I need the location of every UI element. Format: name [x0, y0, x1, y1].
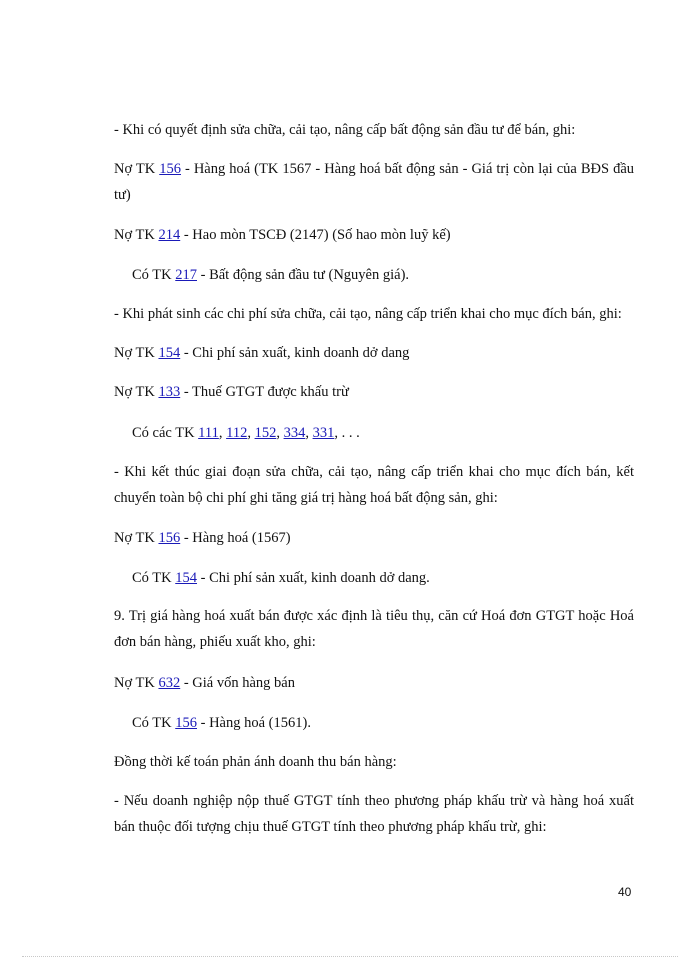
- entry-text: . . .: [341, 425, 360, 441]
- entry-credit-217: [132, 262, 652, 288]
- entry-text: - Hàng hoá (1561).: [197, 715, 311, 731]
- entry-prefix: Nợ TK: [114, 345, 159, 361]
- entry-text: - Hàng hoá (TK 1567 - Hàng hoá bất động sản - Giá trị còn lại của BĐS đầu tư): [114, 161, 634, 203]
- entry-prefix: Nợ TK: [114, 530, 159, 546]
- entry-debit-214: [114, 222, 634, 248]
- account-link-632[interactable]: 632: [158, 675, 181, 691]
- account-link-154[interactable]: 154: [175, 570, 197, 586]
- entry-credit-156-1561: [132, 710, 652, 736]
- paragraph-item-9: 9. Trị giá hàng hoá xuất bán được xác định là tiêu thụ, căn cứ Hoá đơn GTGT hoặc Hoá đơn bán hàng, phiếu xuất kho, ghi:: [114, 608, 634, 650]
- account-link-111[interactable]: 111: [198, 425, 219, 441]
- page-number: 40: [618, 885, 632, 899]
- account-link-112[interactable]: 112: [226, 425, 248, 441]
- separator: ,: [305, 425, 313, 441]
- paragraph-revenue: Đồng thời kế toán phản ánh doanh thu bán hàng:: [114, 754, 397, 770]
- account-link-133[interactable]: 133: [158, 384, 181, 400]
- entry-text: - Thuế GTGT được khấu trừ: [180, 384, 349, 400]
- account-link-154[interactable]: 154: [158, 345, 181, 361]
- entry-prefix: Có TK: [132, 570, 176, 586]
- entry-credit-various: [132, 420, 652, 446]
- page-bottom-rule: [22, 956, 678, 957]
- entry-debit-154: [114, 340, 634, 366]
- separator: ,: [334, 425, 342, 441]
- entry-text: - Hàng hoá (1567): [180, 530, 291, 546]
- account-link-156[interactable]: 156: [158, 530, 181, 546]
- separator: ,: [218, 425, 227, 441]
- entry-text: - Chi phí sản xuất, kinh doanh dở dang.: [197, 570, 430, 586]
- account-link-156[interactable]: 156: [159, 161, 181, 177]
- entry-prefix: Nợ TK: [114, 227, 159, 243]
- entry-text: - Chi phí sản xuất, kinh doanh dở dang: [180, 345, 410, 361]
- paragraph-transfer-costs: - Khi kết thúc giai đoạn sửa chữa, cải tạo, nâng cấp triển khai cho mục đích bán, kết chuyển toàn bộ chi phí ghi tăng giá trị hàng hoá bất động sản, ghi:: [114, 464, 634, 506]
- account-link-152[interactable]: 152: [254, 425, 277, 441]
- entry-debit-156: [114, 156, 634, 208]
- paragraph-vat-deduction: - Nếu doanh nghiệp nộp thuế GTGT tính theo phương pháp khấu trừ và hàng hoá xuất bán thuộc đối tượng chịu thuế GTGT tính theo phương pháp khấu trừ, ghi:: [114, 793, 634, 835]
- entry-text: - Giá vốn hàng bán: [180, 675, 295, 691]
- entry-prefix: Có các TK: [132, 425, 199, 441]
- separator: ,: [276, 425, 284, 441]
- account-link-214[interactable]: 214: [158, 227, 181, 243]
- entry-debit-632: [114, 670, 634, 696]
- entry-text: - Bất động sản đầu tư (Nguyên giá).: [197, 267, 410, 283]
- entry-text: - Hao mòn TSCĐ (2147) (Số hao mòn luỹ kế): [180, 227, 451, 243]
- entry-prefix: Có TK: [132, 715, 176, 731]
- account-link-331[interactable]: 331: [312, 425, 335, 441]
- entry-prefix: Có TK: [132, 267, 176, 283]
- entry-prefix: Nợ TK: [114, 675, 159, 691]
- paragraph-repair-costs: - Khi phát sinh các chi phí sửa chữa, cải tạo, nâng cấp triển khai cho mục đích bán, ghi:: [114, 306, 622, 322]
- account-link-156[interactable]: 156: [175, 715, 197, 731]
- entry-debit-156-1567: [114, 525, 634, 551]
- separator: ,: [247, 425, 255, 441]
- account-link-217[interactable]: 217: [175, 267, 197, 283]
- paragraph-repair-decision: - Khi có quyết định sửa chữa, cải tạo, nâng cấp bất động sản đầu tư để bán, ghi:: [114, 122, 576, 138]
- entry-credit-154: [132, 565, 652, 591]
- account-link-334[interactable]: 334: [283, 425, 306, 441]
- entry-debit-133: [114, 379, 634, 405]
- entry-prefix: Nợ TK: [114, 161, 160, 177]
- entry-prefix: Nợ TK: [114, 384, 159, 400]
